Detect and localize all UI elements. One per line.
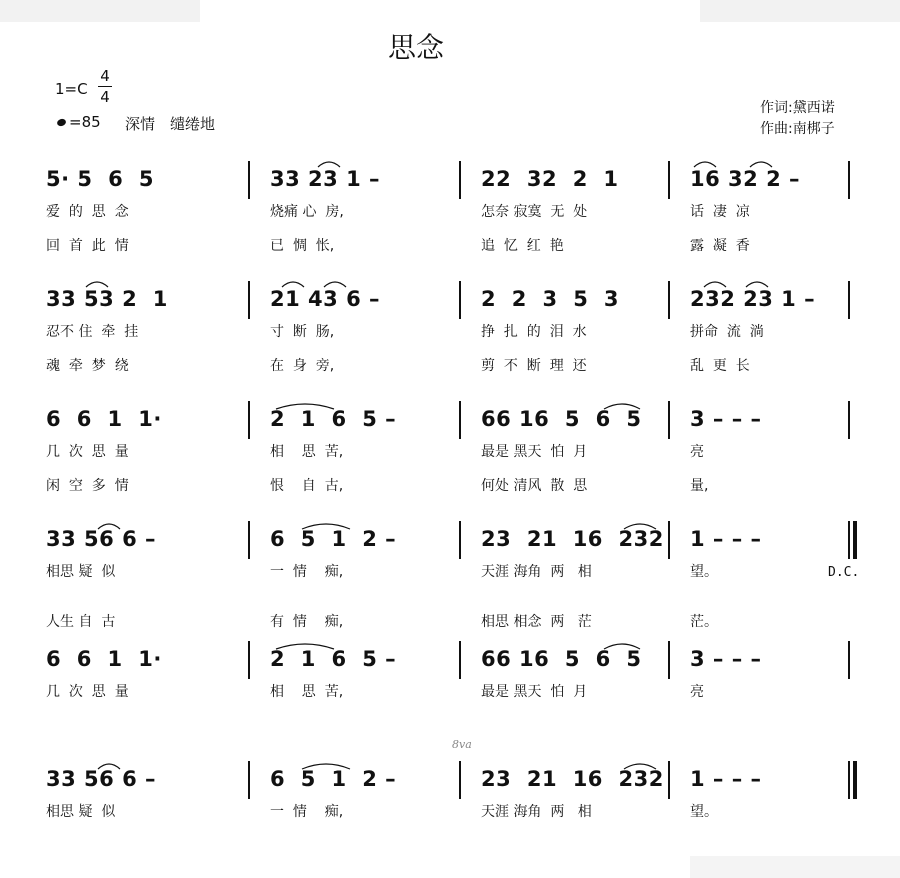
melody-measure: 3 – – – xyxy=(690,407,762,431)
slur-arc xyxy=(746,282,768,287)
da-capo-marking: D.C. xyxy=(828,565,860,580)
expression-marking: 深情 缱绻地 xyxy=(125,115,216,133)
lyric-segment: 相思 相念 两 茫 xyxy=(481,614,592,630)
melody-measure: 66 16 5 6 5 xyxy=(481,647,642,671)
slur-arc xyxy=(276,404,334,409)
lyric-segment: 天涯 海角 两 相 xyxy=(481,564,592,580)
lyric-segment: 拼命 流 淌 xyxy=(690,324,764,340)
lyric-segment: 最是 黑天 怕 月 xyxy=(481,444,588,460)
slur-arc xyxy=(302,764,350,769)
lyric-segment: 一 情 痴, xyxy=(270,804,344,820)
slur-arc xyxy=(98,524,120,529)
slur-arc xyxy=(624,764,656,769)
melody-measure: 1 – – – xyxy=(690,527,762,551)
slur-arc xyxy=(282,282,304,287)
slur-arc xyxy=(750,162,772,167)
slur-arc xyxy=(694,162,716,167)
lyric-segment: 相 思 苦, xyxy=(270,444,344,460)
slur-arc xyxy=(604,644,640,649)
slur-arc xyxy=(624,524,656,529)
tempo-value: =85 xyxy=(69,113,101,131)
lyric-segment: 闲 空 多 情 xyxy=(46,478,129,494)
lyric-segment: 在 身 旁, xyxy=(270,358,335,374)
melody-measure: 33 56 6 – xyxy=(46,767,156,791)
slur-arc xyxy=(302,524,350,529)
melody-measure: 2 1 6 5 – xyxy=(270,647,397,671)
lyric-segment: 寸 断 肠, xyxy=(270,324,335,340)
melody-measure: 6 5 1 2 – xyxy=(270,527,397,551)
melody-measure: 33 53 2 1 xyxy=(46,287,168,311)
slur-arc xyxy=(604,404,640,409)
lyric-segment: 一 情 痴, xyxy=(270,564,344,580)
lyric-segment: 天涯 海角 两 相 xyxy=(481,804,592,820)
time-signature-top: 4 xyxy=(98,66,112,87)
song-title: 思念 xyxy=(388,31,445,64)
lyric-segment: 人生 自 古 xyxy=(46,614,116,630)
lyric-segment: 话 凄 凉 xyxy=(690,204,750,220)
melody-measure: 5· 5 6 5 xyxy=(46,167,154,191)
lyric-segment: 烧痛 心 房, xyxy=(270,204,344,220)
lyric-segment: 挣 扎 的 泪 水 xyxy=(481,324,587,340)
lyric-segment: 望。 xyxy=(690,564,718,580)
lyric-segment: 相 思 苦, xyxy=(270,684,344,700)
lyric-segment: 亮 xyxy=(690,684,704,700)
melody-measure: 33 56 6 – xyxy=(46,527,156,551)
lyric-segment: 茫。 xyxy=(690,614,718,630)
lyric-segment: 几 次 思 量 xyxy=(46,444,129,460)
lyric-segment: 最是 黑天 怕 月 xyxy=(481,684,588,700)
melody-measure: 2 1 6 5 – xyxy=(270,407,397,431)
melody-measure: 66 16 5 6 5 xyxy=(481,407,642,431)
lyric-segment: 已 惆 怅, xyxy=(270,238,335,254)
lyricist-credit: 作词:黛西诺 xyxy=(760,100,835,116)
melody-measure: 3 – – – xyxy=(690,647,762,671)
slur-arc xyxy=(98,764,120,769)
lyric-segment: 回 首 此 情 xyxy=(46,238,129,254)
slur-arc xyxy=(704,282,726,287)
lyric-segment: 乱 更 长 xyxy=(690,358,750,374)
melody-measure: 232 23 1 – xyxy=(690,287,816,311)
ottava-marking: 8va xyxy=(452,738,472,751)
slur-arc xyxy=(318,162,340,167)
lyric-segment: 相思 疑 似 xyxy=(46,564,116,580)
lyric-segment: 忍不 住 牵 挂 xyxy=(46,324,139,340)
lyric-segment: 有 情 痴, xyxy=(270,614,344,630)
lyric-segment: 量, xyxy=(690,478,709,494)
lyric-segment: 亮 xyxy=(690,444,704,460)
lyric-segment: 露 凝 香 xyxy=(690,238,750,254)
lyric-segment: 相思 疑 似 xyxy=(46,804,116,820)
time-signature-bottom: 4 xyxy=(100,88,110,106)
melody-measure: 6 6 1 1· xyxy=(46,407,162,431)
melody-measure: 23 21 16 232 xyxy=(481,767,664,791)
key-signature: 1=C xyxy=(55,80,88,98)
melody-measure: 1 – – – xyxy=(690,767,762,791)
lyric-segment: 剪 不 断 理 还 xyxy=(481,358,587,374)
melody-measure: 22 32 2 1 xyxy=(481,167,619,191)
lyric-segment: 怎奈 寂寞 无 处 xyxy=(481,204,588,220)
slur-arc xyxy=(276,644,334,649)
melody-measure: 6 6 1 1· xyxy=(46,647,162,671)
melody-measure: 2 2 3 5 3 xyxy=(481,287,620,311)
melody-measure: 21 43 6 – xyxy=(270,287,380,311)
melody-measure: 23 21 16 232 xyxy=(481,527,664,551)
lyric-segment: 几 次 思 量 xyxy=(46,684,129,700)
lyric-segment: 何处 清风 散 思 xyxy=(481,478,588,494)
composer-credit: 作曲:南梆子 xyxy=(760,121,835,137)
slur-arc xyxy=(86,282,108,287)
lyric-segment: 望。 xyxy=(690,804,718,820)
lyric-segment: 恨 自 古, xyxy=(270,478,344,494)
melody-measure: 6 5 1 2 – xyxy=(270,767,397,791)
melody-measure: 33 23 1 – xyxy=(270,167,380,191)
lyric-segment: 魂 牵 梦 绕 xyxy=(46,358,129,374)
melody-measure: 16 32 2 – xyxy=(690,167,800,191)
lyric-segment: 追 忆 红 艳 xyxy=(481,238,564,254)
lyric-segment: 爱 的 思 念 xyxy=(46,204,129,220)
slur-arc xyxy=(324,282,346,287)
